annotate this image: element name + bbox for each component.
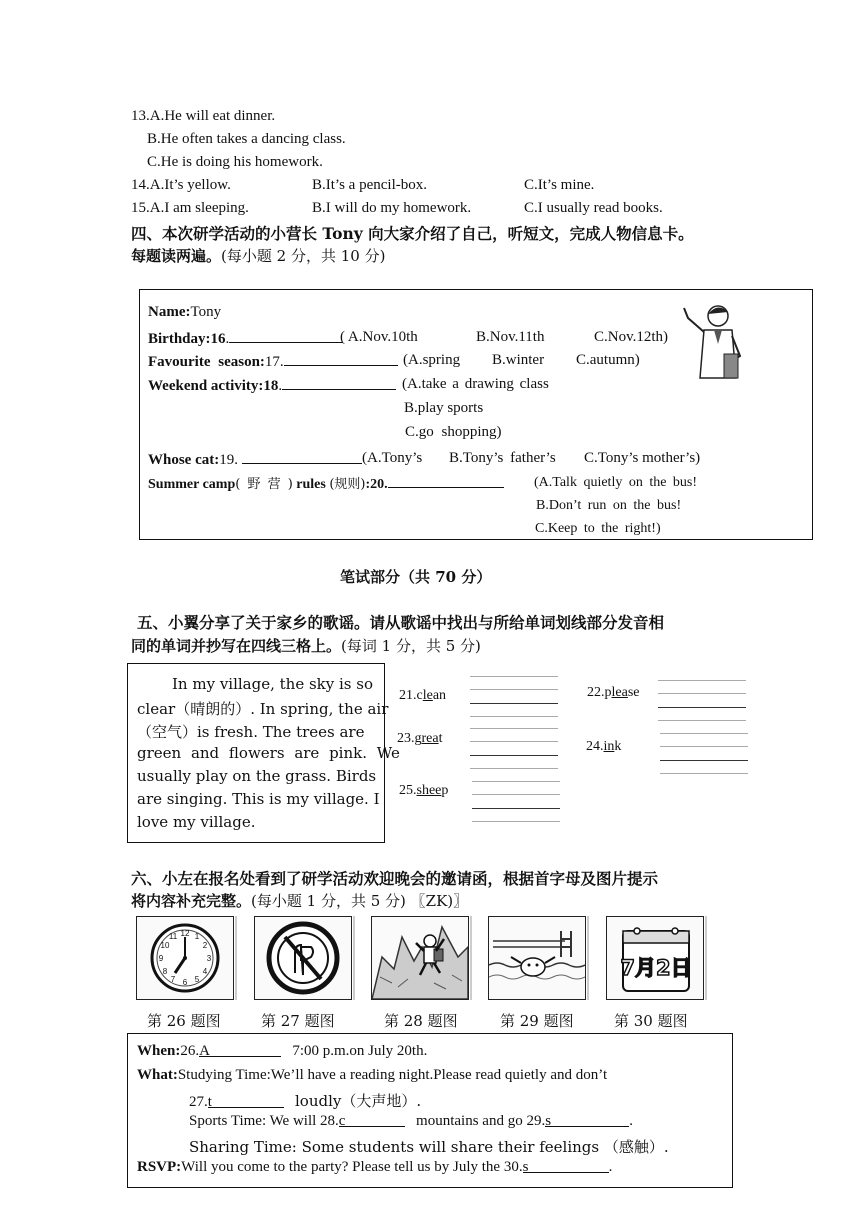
cat-option-a: (A.Tony’s: [362, 450, 423, 466]
section5-subtitle-bold: 同的单词并抄写在四线三格上。: [131, 637, 342, 655]
hint-letter-28: c: [338, 1113, 346, 1129]
passage-line-6: are singing. This is my village. I: [137, 790, 380, 808]
season-label: Favourite season:: [148, 354, 265, 370]
passage-line-5: usually play on the grass. Birds: [137, 767, 377, 785]
hint-letter-26: A: [199, 1043, 210, 1059]
section6-title: 六、小左在报名处看到了研学活动欢迎晚会的邀请函，根据首字母及图片提示: [131, 869, 659, 888]
invitation-box: [127, 1033, 733, 1188]
season-num: 17.: [264, 354, 284, 370]
word-25-underlined: shee: [416, 783, 442, 798]
svg-text:5: 5: [194, 975, 200, 984]
word-21-num: 21.: [399, 688, 417, 703]
word-23-num: 23.: [397, 731, 415, 746]
word-23-pre: g: [414, 731, 422, 746]
word-24: [586, 739, 621, 755]
q14-option-b: B.It’s a pencil-box.: [312, 177, 427, 193]
writing-grid-22[interactable]: [658, 680, 746, 724]
svg-text:4: 4: [202, 967, 208, 976]
word-23-underlined: rea: [421, 731, 439, 746]
cat-option-c: C.Tony’s mother’s): [584, 450, 701, 466]
camp-label: Summer camp: [148, 477, 236, 492]
season-option-b: B.winter: [492, 352, 545, 368]
section6-subtitle-bold: 将内容补充完整。: [131, 892, 252, 910]
weekend-row: Weekend activity:18.: [148, 376, 396, 395]
hint-letter-29: s: [545, 1113, 552, 1129]
q15-option-c: C.I usually read books.: [524, 200, 663, 216]
cat-label: Whose cat:: [148, 452, 220, 468]
caption-28: 第 28 题图: [384, 1012, 458, 1030]
no-talking-sign-icon: [255, 917, 351, 999]
section6-subtitle: [131, 890, 468, 911]
word-25-post: p: [441, 783, 449, 798]
village-passage-box: [127, 663, 400, 843]
birthday-option-c: C.Nov.12th): [594, 329, 669, 345]
answer-blank-26[interactable]: [199, 1043, 281, 1057]
svg-text:11: 11: [168, 932, 178, 941]
climbing-mountain-icon: [372, 917, 468, 999]
weekend-option-a: (A.take a drawing class: [402, 376, 549, 392]
picture-29-edge: [587, 916, 589, 1000]
hint-letter-27: t: [207, 1094, 212, 1110]
what-label: What:: [137, 1067, 178, 1083]
caption-29: 第 29 题图: [500, 1012, 574, 1030]
birthday-option-b: B.Nov.11th: [476, 329, 545, 345]
answer-blank-17[interactable]: [284, 352, 398, 366]
camp-option-c: C.Keep to the right!): [535, 521, 661, 536]
svg-text:12: 12: [180, 929, 190, 938]
svg-text:3: 3: [206, 954, 212, 963]
q14-option-a: 14.A.It’s yellow.: [131, 177, 231, 193]
word-21-pre: c: [416, 688, 423, 703]
camp-row: [148, 473, 504, 493]
season-option-a: (A.spring: [403, 352, 461, 368]
camp-num: :20.: [365, 477, 388, 492]
rsvp-text: Will you come to the party? Please tell us by July the 30.: [181, 1159, 523, 1175]
what-row: [137, 1067, 607, 1084]
svg-text:8: 8: [162, 967, 168, 976]
word-24-num: 24.: [586, 739, 604, 754]
answer-blank-20[interactable]: [388, 474, 504, 488]
sports-mid: mountains and go 29.: [416, 1113, 546, 1129]
svg-text:9: 9: [158, 954, 164, 963]
word-24-post: k: [614, 739, 622, 754]
passage-line-7: love my village.: [137, 813, 256, 831]
caption-30: 第 30 题图: [614, 1012, 688, 1030]
swimming-icon: [489, 917, 585, 999]
word-21-underlined: le: [422, 688, 433, 703]
word-22-num: 22.: [587, 685, 605, 700]
section5-title: 五、小翼分享了关于家乡的歌谣。请从歌谣中找出与所给单词划线部分发音相: [137, 613, 665, 632]
section5-subtitle: [131, 635, 481, 656]
season-option-c: C.autumn): [576, 352, 640, 368]
answer-blank-30[interactable]: [523, 1159, 609, 1173]
svg-text:2: 2: [202, 941, 208, 950]
weekend-label: Weekend activity:18: [148, 378, 279, 394]
rsvp-label: RSVP:: [137, 1159, 182, 1175]
cat-row: [148, 450, 362, 469]
section4-score-note: (每小题 2 分，共 10 分): [221, 247, 386, 265]
camp-option-a: (A.Talk quietly on the bus!: [534, 475, 698, 490]
sports-text: Sports Time: We will 28.: [189, 1113, 339, 1129]
q15-option-a: 15.A.I am sleeping.: [131, 200, 249, 216]
q13-option-b: B.He often takes a dancing class.: [147, 131, 346, 147]
birthday-row: Birthday:16.: [148, 329, 343, 348]
camp-rules: rules: [296, 477, 326, 492]
word-22-pre: p: [604, 685, 612, 700]
season-row: [148, 352, 398, 371]
q14-option-c: C.It’s mine.: [524, 177, 595, 193]
svg-text:7: 7: [170, 975, 176, 984]
section4-title: 四、本次研学活动的小营长 Tony 向大家介绍了自己，听短文，完成人物信息卡。: [131, 224, 694, 243]
what-text: Studying Time:We’ll have a reading night.Please read quietly and don’t: [177, 1067, 608, 1083]
word-21: [399, 688, 446, 704]
picture-27-edge: [353, 916, 355, 1000]
word-22-post: se: [627, 685, 640, 700]
section6-score-note: (每小题 1 分，共 5 分) 〖ZK)〗: [251, 892, 469, 910]
picture-27: [254, 916, 352, 1000]
svg-text:6: 6: [182, 978, 188, 987]
q27-text: loudly（大声地）.: [295, 1092, 422, 1110]
passage-line-4: green and flowers are pink. We: [137, 744, 400, 762]
when-label: When:: [137, 1043, 181, 1059]
camp-rules-cn: (规则): [329, 477, 366, 492]
q13-option-a: 13.A.He will eat dinner.: [131, 108, 276, 124]
word-25-num: 25.: [399, 783, 417, 798]
writing-grid-24[interactable]: [660, 733, 748, 777]
picture-28: [371, 916, 469, 1000]
section4-subtitle-bold: 每题读两遍。: [131, 247, 222, 265]
svg-text:10: 10: [160, 941, 170, 950]
info-card: [139, 289, 813, 540]
picture-26: [136, 916, 234, 1000]
word-22: [587, 685, 640, 701]
word-24-underlined: in: [603, 739, 615, 754]
rsvp-row: [137, 1159, 612, 1176]
teacher-figure-icon: [680, 300, 750, 380]
rsvp-end: .: [608, 1159, 613, 1175]
birthday-label: Birthday:16: [148, 331, 226, 347]
written-part-title: 笔试部分（共 70 分）: [340, 568, 492, 586]
q27-row: [189, 1090, 421, 1111]
section4-subtitle: [131, 245, 385, 266]
picture-28-edge: [470, 916, 472, 1000]
answer-blank-29[interactable]: [545, 1113, 629, 1127]
picture-26-edge: [235, 916, 237, 1000]
section5-score-note: (每词 1 分，共 5 分): [341, 637, 481, 655]
sports-row: [189, 1113, 633, 1130]
when-text: 7:00 p.m.on July 20th.: [292, 1043, 428, 1059]
cat-option-b: B.Tony’s father’s: [449, 450, 556, 466]
word-23-post: t: [438, 731, 443, 746]
name-label: Name:: [148, 304, 191, 320]
caption-26: 第 26 题图: [147, 1012, 221, 1030]
weekend-option-b: B.play sports: [404, 400, 484, 416]
camp-option-b: B.Don’t run on the bus!: [536, 498, 682, 513]
weekend-option-c: C.go shopping): [405, 424, 502, 440]
sharing-row: Sharing Time: Some students will share their feelings （感触）.: [189, 1138, 669, 1156]
name-value: Tony: [190, 304, 222, 320]
picture-30: [606, 916, 704, 1000]
passage-line-3: （空气）is fresh. The trees are: [137, 723, 365, 741]
writing-grid-25[interactable]: [472, 781, 560, 825]
writing-grid-23[interactable]: [470, 728, 558, 772]
answer-blank-16[interactable]: [229, 329, 343, 343]
answer-blank-19[interactable]: [242, 450, 362, 464]
answer-blank-27[interactable]: [208, 1094, 284, 1108]
word-23: [397, 731, 442, 747]
passage-line-1: In my village, the sky is so: [172, 675, 373, 693]
picture-30-edge: [705, 916, 707, 1000]
q15-option-b: B.I will do my homework.: [312, 200, 472, 216]
clock-icon: [137, 917, 233, 999]
word-25: [399, 783, 448, 799]
picture-29: [488, 916, 586, 1000]
caption-27: 第 27 题图: [261, 1012, 335, 1030]
when-num: 26.: [180, 1043, 200, 1059]
word-21-post: an: [432, 688, 447, 703]
svg-text:1: 1: [194, 932, 200, 941]
q27-num: 27.: [189, 1094, 208, 1110]
q13-option-c: C.He is doing his homework.: [147, 154, 323, 170]
calendar-icon: [607, 917, 703, 999]
hint-letter-30: s: [522, 1159, 529, 1175]
when-row: [137, 1043, 427, 1060]
sports-end: .: [629, 1113, 633, 1129]
passage-line-2: clear（晴朗的）. In spring, the air: [137, 700, 389, 718]
name-row: [148, 304, 221, 321]
answer-blank-18[interactable]: [282, 376, 396, 390]
camp-cn: ( 野 营 ): [235, 477, 293, 492]
calendar-date-text: 7月2日: [620, 956, 692, 980]
word-22-underlined: lea: [611, 685, 628, 700]
answer-blank-28[interactable]: [339, 1113, 405, 1127]
birthday-option-a: ( A.Nov.10th: [340, 329, 418, 345]
cat-num: 19.: [219, 452, 238, 468]
writing-grid-21[interactable]: [470, 676, 558, 720]
